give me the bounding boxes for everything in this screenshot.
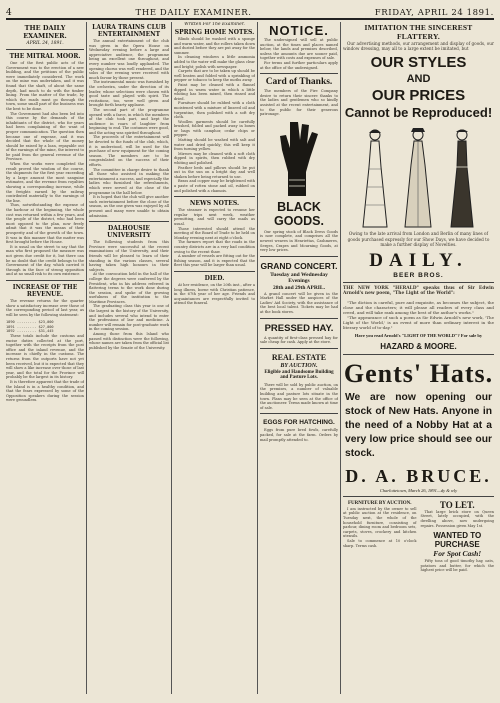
article-body: The steamer is expected to resume her regular trips next week, weather permitting, and will carry the mails as usual. Those interested should attend the meeting of the Board of Trade to be held on Monday evening next at eight o'clock. The farmers report that the roads in the country districts are in a very bad condition owing to the recent thaw. A number of vessels are fitting out for the fishing season, and it is expected that the fleet this year will be larger than usual. [174, 208, 255, 268]
by-auction-heading: BY AUCTION. [280, 362, 318, 369]
editorial-paper-title: THE DAILY EXAMINER. [23, 24, 67, 40]
column-local-news [89, 22, 169, 694]
hazard-moore-signature: HAZARD & MOORE. [380, 341, 457, 351]
divider [260, 256, 338, 257]
our-styles-heading: OUR STYLES [370, 54, 467, 72]
column-home-notes [174, 22, 255, 694]
imitation-heading: IMITATION THE SINCEREST FLATTERY. [364, 23, 473, 41]
divider [260, 413, 338, 414]
to-let-heading: TO LET. [439, 499, 475, 510]
divider [174, 271, 255, 272]
article-body: The revenue returns for the quarter show a satisfactory increase over those of the corresponding period of last year, as will be seen by the following statement: [6, 298, 84, 317]
concert-dates-sub: 28th and 29th APRIL. [273, 284, 325, 291]
column-advertisements [260, 22, 338, 694]
revenue-row: 1892 ......... $31,445 [6, 329, 54, 334]
column-rule [340, 22, 341, 694]
divider [6, 280, 84, 281]
byline: Written For The Examiner. [184, 22, 245, 27]
article-body: At her residence, on the 20th inst., after a long illness, borne with Christian patience, in the 67th year of her age. Friends and acquaintances are respectfully invited to attend the funeral. [174, 282, 255, 306]
lady-figure-icon [403, 127, 433, 231]
article-heading: DIED. [204, 274, 225, 282]
article-heading: SPRING HOME NOTES. [174, 29, 255, 36]
lady-figure-icon [447, 127, 477, 231]
wanted-body: Fifty tons of good timothy hay, oats, potatoes and butter, for which the highest price will be paid. [420, 559, 494, 573]
notice-body: The undersigned will sell at public auction, at the times and places named below, the lands and premises described, unless the amounts due are sooner paid, together with costs and expenses of sale. For terms and further particulars apply at the office of the undersigned. [260, 38, 338, 70]
column-rule [171, 22, 172, 694]
divider [343, 282, 494, 283]
revenue-table [6, 320, 84, 334]
masthead [6, 4, 494, 20]
divider [343, 354, 494, 355]
black-goods-heading: BLACK GOODS. [273, 199, 324, 228]
article-body: The annual entertainment of the club was given in the Opera House on Wednesday evening before a large and appreciative audience, the programme being an excellent one throughout, and every number was loudly applauded. The opening chorus was well rendered, and the solos of the evening were received with much favour by those present. The instrumental music was furnished by the orchestra, under the direction of its leader, whose selections were chosen with good taste and played with spirit. The recitations, too, were well given and brought forth hearty applause. The second part of the programme opened with a farce, in which the members of the club took part, and kept the audience in roars of laughter from beginning to end. The costumes were good, and the acting was spirited throughout. The proceeds of the entertainment will be devoted to the funds of the club, which, it is understood, will be used for the purchase of new equipment for the coming season. The members are to be congratulated on the success of their efforts. The committee in charge desire to thank all those who assisted in making the entertainment a success, and especially the ladies who furnished the refreshments, which were served at the close of the programme in the hall below. It is hoped that the club will give another such entertainment before the close of the season, as the one given was enjoyed by all present and many were unable to obtain admission. [89, 39, 169, 218]
classified-right [421, 500, 495, 576]
newspaper-page [6, 4, 494, 699]
pressed-hay-body: A quantity of first-class pressed hay for sale cheap for cash. Apply at the store. [260, 335, 338, 345]
gents-hats-heading: Gents' Hats. [343, 358, 494, 388]
article-heading: THE MITRAL MOOR. [9, 53, 81, 60]
beer-bros-signature: BEER BROS. [393, 272, 444, 280]
bruce-signature: D. A. BRUCE. [345, 465, 492, 486]
concert-body: A grand concert will be given in the Market Hall under the auspices of the Ladies' Aid Society, with the assistance of the best local talent. Tickets may be had at the book stores. [260, 291, 338, 315]
eligible-lots-heading: Eligible and Handsome Building and Pasture Lots. [264, 369, 334, 380]
to-let-body: That large brick store on Queen Street, lately occupied, with the dwelling above, now undergoing repairs. Possession given May 1st. [420, 509, 494, 528]
fashion-illustration [343, 123, 494, 231]
grand-concert-heading: GRAND CONCERT. [260, 260, 338, 271]
our-prices-heading: OUR PRICES [371, 87, 466, 105]
paper-title: THE DAILY EXAMINER. [135, 8, 252, 18]
classified-left [343, 500, 417, 576]
order-line: Have you read Arnold's "LIGHT OF THE WORLD"? For sale by [354, 332, 483, 338]
herald-lead: THE NEW YORK "HERALD" speaks thus of Sir Edwin Arnold's new poem, "The Light of the World": [343, 286, 494, 297]
wanted-heading: WANTED TO PURCHASE [433, 531, 482, 550]
issue-date: FRIDAY, APRIL 24 1891. [374, 8, 494, 18]
real-estate-body: There will be sold by public auction, on the premises, a number of valuable building and pasture lots situate in the town. Plans may be seen at the office of the auctioneer. Terms made known at time of sale. [260, 382, 338, 410]
column-display-ads [343, 22, 494, 694]
column-rule [257, 22, 258, 694]
card-body: The members of the Fire Company desire to return their sincere thanks to the ladies and gentlemen who so kindly assisted at the recent entertainment, and to the public for their generous patronage. [260, 89, 338, 117]
daily-heading: DAILY. [369, 250, 468, 272]
article-heading: NEWS NOTES. [189, 200, 240, 208]
divider [260, 73, 338, 74]
article-heading: LAURA TRAINS CLUB ENTERTAINMENT [92, 24, 166, 38]
pressed-hay-heading: PRESSED HAY. [264, 322, 334, 334]
lady-figure-icon [360, 127, 390, 231]
editorial-date: APRIL 24, 1891. [26, 41, 64, 46]
imitation-body: Our advertising methods, our arrangement and display of goods, our window dressing, may all to a large extent be imitated, but [343, 41, 494, 52]
divider [260, 348, 338, 349]
column-editorial [6, 22, 84, 694]
bruce-date: Charlottetown, March 26, 1891—dy & wly [379, 487, 458, 493]
reproduced-heading: Cannot be Reproduced! [344, 105, 493, 121]
article-heading: INCREASE OF THE REVENUE. [12, 283, 78, 298]
furniture-auction-heading: FURNITURE BY AUCTION. [347, 500, 412, 506]
divider [6, 49, 84, 50]
card-of-thanks-heading: Card of Thanks. [265, 77, 333, 88]
revenue-row: 1890 ......... $23,000 [6, 320, 54, 325]
eggs-body: Eggs from pure bred fowls, carefully packed, for sale at the farm. Orders by mail promptly attended to. [260, 428, 338, 442]
article-body: One of the first public acts of the Government was to the erection of a new building, and the petitions of the public were immediately considered. The work on the mine was undertaken, and it was found that the shaft, of about the same depth, had much to do with the timber lining. From the matter of the trade, by which the roads must go through the town, some small part of the business was the best to be done. The Government had also been led into this course by the demands of the inhabitants of the district, who for years had been complaining of the want of proper communication. The question then became one of expense, and it was decided that the whole of the money should be raised by a loan, repayable out of the earnings of the mine, the interest to be paid from the general revenue of the Province. When the works were completed the result proved the wisdom of the course, the shipments for the first year exceeding by a large amount the most sanguine estimates, and the revenue from royalties showing a corresponding increase, while the freights earned by the railway contributed materially to the earnings of the line. Thus, notwithstanding the expense of the harbour at the beginning, the whole cost was returned within a few years, and the people of the district, who had been most opposed to the plan, now freely admit that it was the means of their prosperity and of the growth of the town. It was in this manner that the matter was first brought before the House. It is usual on the street to say that the man who first proposed the measure was not given due credit for it, but there can be no doubt that the credit belongs to the Government of the day, which carried it through in the face of strong opposition and at no small risk to its own existence. [6, 61, 84, 277]
divider [260, 318, 338, 319]
article-heading: DALHOUSIE UNIVERSITY [107, 225, 151, 240]
black-goods-body: Our spring stock of Black Dress Goods is now complete, and comprises all the newest weaves in Henriettas, Cashmeres, Serges, Crapes and Mourning Goods, at very low prices. [260, 229, 338, 253]
column-rule [86, 22, 87, 694]
divider [89, 221, 169, 222]
article-body: These totals include the customs and excise duties collected at the port, together with the receipts from the post office and the inland revenue, and the increase is chiefly in the customs. The returns from the outports have not yet been received, but it is expected that they will show a like increase over those of last year, and the total for the Province will probably be the largest in its history. It is therefore apparent that the trade of the Island is in a healthy condition, and that the fears expressed by some of the Opposition speakers during the session were groundless. [6, 334, 84, 403]
glove-illustration [260, 120, 338, 198]
spot-cash-heading: For Spot Cash! [433, 549, 482, 559]
concert-dates: Tuesday and Wednesday Evenings [270, 271, 328, 284]
article-body: The following students from this Province were successful at the recent examinations of the University, and their friends will be pleased to learn of their standing in the various classes, several having taken high honours in their subjects. At the convocation held in the hall of the college the degrees were conferred by the President, who in his address referred in flattering terms to the work done during the session, and spoke of the growing usefulness of the institution to the Maritime Provinces. The graduating class this year is one of the largest in the history of the University, and includes several who intend to enter the professions of law and medicine. A number will remain for post-graduate work in the coming session. Among those from this Island who passed with distinction were the following, whose names are taken from the official list published by the Senate of the University. [89, 240, 169, 350]
notice-heading: NOTICE. [269, 23, 329, 38]
revenue-row: 1891 ......... $27,000 [6, 324, 54, 329]
spring-buying-body: Owing to the late arrival from London and Berlin of many lines of goods purchased expressly for our Show Days, we have decided to make a further display of Novelties. [347, 231, 490, 247]
furniture-auction-body: I am instructed by the owner to sell at public auction at the residence, on Tuesday next, the whole of the household furniture, consisting of parlour, dining room and bedroom sets, carpets, stoves, crockery and kitchen utensils. Sale to commence at 10 o'clock sharp. Terms cash. [343, 506, 417, 548]
glove-icon [276, 120, 322, 198]
herald-body: "The diction is careful, pure and exquisite, as becomes the subject, the close and the characters; it will please all readers of every class and creed, and will take rank among the best of the author's works." "The appearance of such a poem as Sir Edwin Arnold's new work, 'The Light of the World,' is an event of more than ordinary interest in the literary world of to-day." [343, 299, 494, 330]
eggs-heading: EGGS FOR HATCHING. [263, 419, 335, 427]
divider [174, 196, 255, 197]
page-number: 4 [6, 8, 13, 18]
real-estate-heading: REAL ESTATE [271, 352, 327, 362]
divider [343, 496, 494, 497]
and-word: AND [406, 73, 431, 86]
article-body: Blinds should be washed with a sponge and warm water, and the rollers taken down and dusted before they are put away for the summer. In cleaning windows a little ammonia added to the water will make the glass clear and bright; polish with newspaper. Carpets that are to be taken up should be well beaten and folded with a sprinkling of pepper or tobacco to keep the moths away. Paint may be cleaned with a flannel dipped in warm water in which a little whiting has been mixed, then rinsed and dried. Furniture should be rubbed with a cloth moistened with a mixture of linseed oil and turpentine, then polished with a soft dry cloth. Woollen garments should be carefully brushed, folded and packed away in boxes or bags with camphor, cedar chips or pepper. Matting should be washed with salt and water and dried quickly; this will keep it from turning yellow. Mirrors may be cleaned with a soft cloth dipped in spirits, then rubbed with dry whiting and polished. Feather beds and pillows should be put out in the sun on a bright day and well shaken before being returned to use. Brass and copper may be brightened with a paste of rotten stone and oil, rubbed on and polished with a chamois. [174, 37, 255, 193]
gents-hats-body: We are now opening our stock of New Hats. Anyone in the need of a Nobby Hat at a very low price should see our stock. [345, 391, 492, 459]
classified-columns [343, 500, 494, 576]
